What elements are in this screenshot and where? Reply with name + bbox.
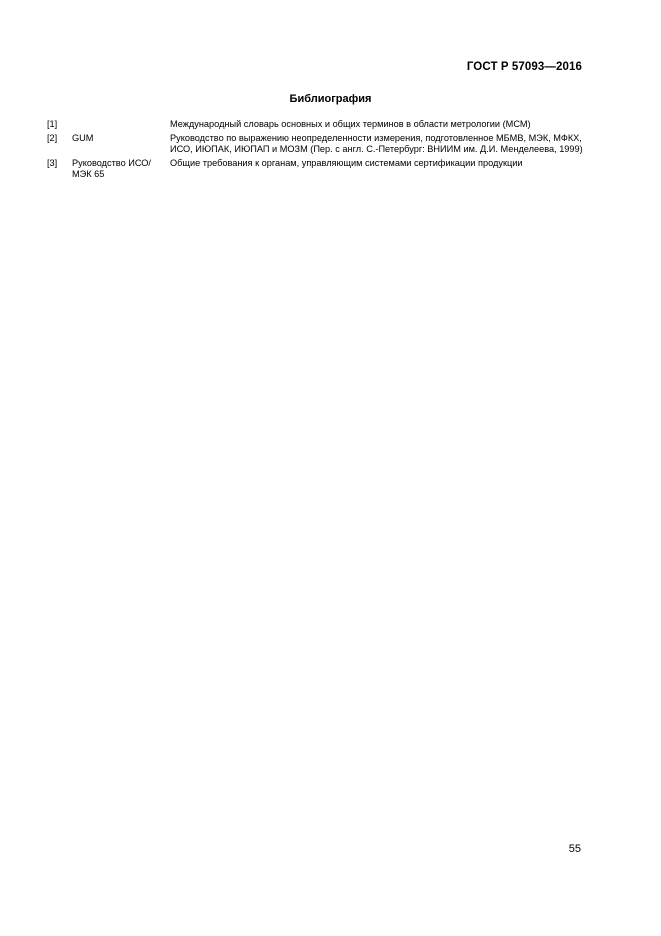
bibliography-entry bbox=[47, 133, 587, 156]
entry-number: [3] bbox=[47, 157, 58, 168]
entry-text: Международный словарь основных и общих терминов в области метрологии (МСМ) bbox=[170, 119, 531, 129]
section-title: Библиография bbox=[289, 93, 372, 105]
document-code: ГОСТ Р 57093—2016 bbox=[466, 61, 582, 73]
entry-code: Руководство ИСО/МЭК 65 bbox=[72, 157, 151, 180]
page-number: 55 bbox=[568, 843, 581, 855]
bibliography-entry bbox=[47, 119, 587, 131]
entry-text: Общие требования к органам, управляющим системами сертификации продукции bbox=[170, 157, 523, 168]
entry-code bbox=[72, 119, 170, 131]
entry-number: [1] bbox=[47, 119, 58, 129]
entry-number: [2] bbox=[47, 132, 58, 143]
bibliography-entry bbox=[47, 158, 587, 181]
bibliography-list bbox=[47, 119, 587, 183]
entry-text: Руководство по выражению неопределенности измерения, подготовленное МБМВ, МЭК, МФКХ, ИСО, ИЮПАК, ИЮПАП и МОЗМ (Пер. с англ. С.-Петербург: ВНИИМ им. Д.И. Менделеева, 1999) bbox=[170, 132, 583, 155]
entry-code: GUM bbox=[72, 132, 94, 143]
